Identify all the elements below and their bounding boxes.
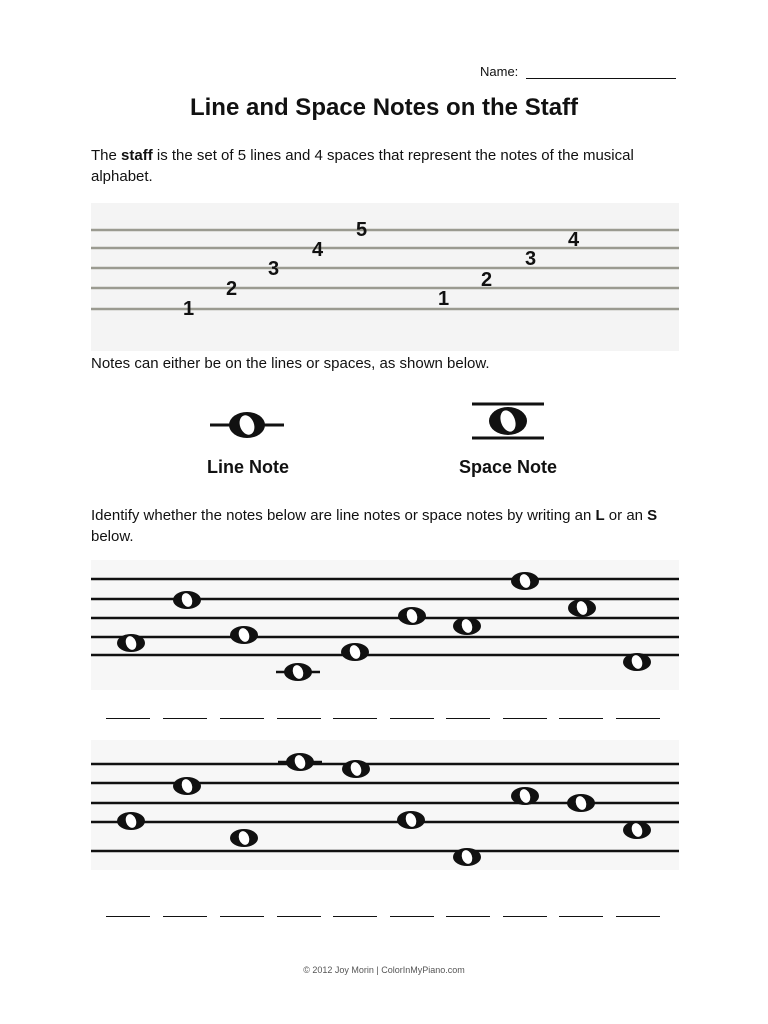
whole-note (117, 634, 145, 652)
whole-note (230, 626, 258, 644)
whole-note (568, 599, 596, 617)
answer-row-2 (106, 906, 666, 918)
answer-blank[interactable] (390, 708, 434, 719)
answer-blank[interactable] (163, 906, 207, 917)
answer-blank[interactable] (277, 708, 321, 719)
staff-diagram (91, 203, 679, 351)
staff-term: staff (121, 147, 153, 164)
space-note-label: Space Note (458, 457, 558, 477)
answer-blank[interactable] (503, 906, 547, 917)
answer-blank[interactable] (446, 906, 490, 917)
answer-blank[interactable] (220, 708, 264, 719)
answer-blank[interactable] (277, 906, 321, 917)
whole-note (453, 848, 481, 866)
page-title: Line and Space Notes on the Staff (189, 94, 579, 121)
exercise-instructions: Identify whether the notes below are line notes or space notes by writing an L or an S below. (91, 507, 658, 545)
intro-paragraph: The staff is the set of 5 lines and 4 spaces that represent the notes of the musical alphabet. (91, 147, 634, 185)
answer-blank[interactable] (163, 708, 207, 719)
space-number-4: 4 (568, 229, 580, 251)
answer-blank[interactable] (446, 708, 490, 719)
space-number-2: 2 (481, 269, 493, 291)
space-note-example (470, 398, 546, 444)
answer-blank[interactable] (333, 708, 377, 719)
whole-note (341, 643, 369, 661)
answer-blank[interactable] (616, 906, 660, 917)
whole-note (567, 794, 595, 812)
answer-blank[interactable] (559, 708, 603, 719)
whole-note (623, 821, 651, 839)
line-note-label: Line Note (206, 457, 289, 477)
answer-blank[interactable] (106, 906, 150, 917)
whole-note (173, 777, 201, 795)
notes-explanation: Notes can either be on the lines or spaces, as shown below. (91, 355, 490, 372)
line-number-2: 2 (226, 278, 238, 300)
whole-note (342, 760, 370, 778)
whole-note (511, 572, 539, 590)
line-number-5: 5 (356, 219, 368, 241)
whole-note (230, 829, 258, 847)
whole-note (511, 787, 539, 805)
line-number-3: 3 (268, 258, 280, 280)
answer-blank[interactable] (106, 708, 150, 719)
answer-row-1 (106, 708, 666, 720)
answer-blank[interactable] (220, 906, 264, 917)
copyright-footer: © 2012 Joy Morin | ColorInMyPiano.com (303, 965, 465, 975)
answer-blank[interactable] (333, 906, 377, 917)
exercise-staff-2 (91, 740, 679, 870)
whole-note (117, 812, 145, 830)
answer-blank[interactable] (503, 708, 547, 719)
exercise-staff-1 (91, 560, 679, 690)
name-label: Name: (480, 64, 519, 79)
answer-blank[interactable] (559, 906, 603, 917)
answer-blank[interactable] (616, 708, 660, 719)
whole-note (397, 811, 425, 829)
whole-note (453, 617, 481, 635)
name-field (480, 64, 676, 79)
space-number-1: 1 (438, 288, 450, 310)
answer-blank[interactable] (390, 906, 434, 917)
whole-note (398, 607, 426, 625)
space-number-3: 3 (525, 248, 537, 270)
line-number-4: 4 (312, 239, 324, 261)
line-note-example (208, 404, 286, 444)
whole-note (173, 591, 201, 609)
line-number-1: 1 (183, 298, 195, 320)
whole-note (623, 653, 651, 671)
name-blank[interactable] (526, 65, 676, 79)
